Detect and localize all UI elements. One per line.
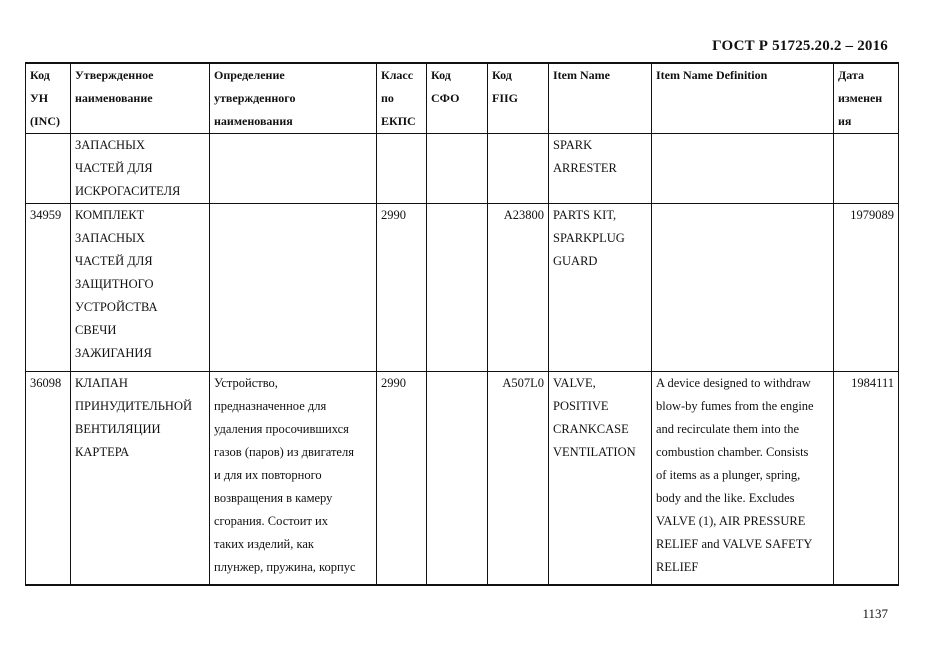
cell-sfo-code	[427, 372, 488, 585]
cell-sfo-code	[427, 134, 488, 204]
cell-approved-name: КЛАПАН ПРИНУДИТЕЛЬНОЙ ВЕНТИЛЯЦИИ КАРТЕРА	[71, 372, 210, 585]
header-item-name-definition: Item Name Definition	[652, 63, 834, 134]
cell-item-name-definition	[652, 204, 834, 372]
cell-approved-name: КОМПЛЕКТ ЗАПАСНЫХ ЧАСТЕЙ ДЛЯ ЗАЩИТНОГО УСТРОЙСТВА СВЕЧИ ЗАЖИГАНИЯ	[71, 204, 210, 372]
cell-name-definition-ru	[210, 204, 377, 372]
header-inc: Код УН (INC)	[26, 63, 71, 134]
cell-item-name: SPARK ARRESTER	[549, 134, 652, 204]
table-row	[26, 134, 899, 204]
table-row	[26, 204, 899, 372]
cell-item-name-definition: A device designed to withdraw blow-by fumes from the engine and recirculate them into the combustion chamber. Consists of items as a plunger, spring, body and the like. Excludes VALVE (1), AIR PRESSURE RELIEF and VALVE SAFETY RELIEF	[652, 372, 834, 585]
cell-approved-name: ЗАПАСНЫХ ЧАСТЕЙ ДЛЯ ИСКРОГАСИТЕЛЯ	[71, 134, 210, 204]
cell-change-date: 1979089	[834, 204, 899, 372]
page-number: 1137	[862, 606, 888, 621]
cell-ekps-class: 2990	[377, 204, 427, 372]
cell-fiig-code: A507L0	[488, 372, 549, 585]
cell-inc	[26, 134, 71, 204]
cell-name-definition-ru	[210, 134, 377, 204]
header-sfo-code: Код СФО	[427, 63, 488, 134]
cell-item-name: VALVE, POSITIVE CRANKCASE VENTILATION	[549, 372, 652, 585]
header-ekps-class: Класс по ЕКПС	[377, 63, 427, 134]
cell-ekps-class	[377, 134, 427, 204]
cell-name-definition-ru: Устройство, предназначенное для удаления просочившихся газов (паров) из двигателя и для их повторного возвращения в камеру сгорания. Состоит их таких изделий, как плунжер, пружина, корпус	[210, 372, 377, 585]
cell-inc: 34959	[26, 204, 71, 372]
cell-sfo-code	[427, 204, 488, 372]
cell-fiig-code	[488, 134, 549, 204]
cell-change-date	[834, 134, 899, 204]
classification-table	[25, 62, 899, 586]
cell-ekps-class: 2990	[377, 372, 427, 585]
header-name-definition-ru: Определение утвержденного наименования	[210, 63, 377, 134]
cell-item-name: PARTS KIT, SPARKPLUG GUARD	[549, 204, 652, 372]
cell-inc: 36098	[26, 372, 71, 585]
header-approved-name: Утвержденное наименование	[71, 63, 210, 134]
document-standard-code: ГОСТ Р 51725.20.2 – 2016	[712, 38, 888, 54]
cell-item-name-definition	[652, 134, 834, 204]
header-fiig-code: Код FIIG	[488, 63, 549, 134]
header-change-date: Дата изменен ия	[834, 63, 899, 134]
cell-change-date: 1984111	[834, 372, 899, 585]
table-row	[26, 372, 899, 585]
header-item-name: Item Name	[549, 63, 652, 134]
table-header-row	[26, 63, 899, 134]
cell-fiig-code: A23800	[488, 204, 549, 372]
